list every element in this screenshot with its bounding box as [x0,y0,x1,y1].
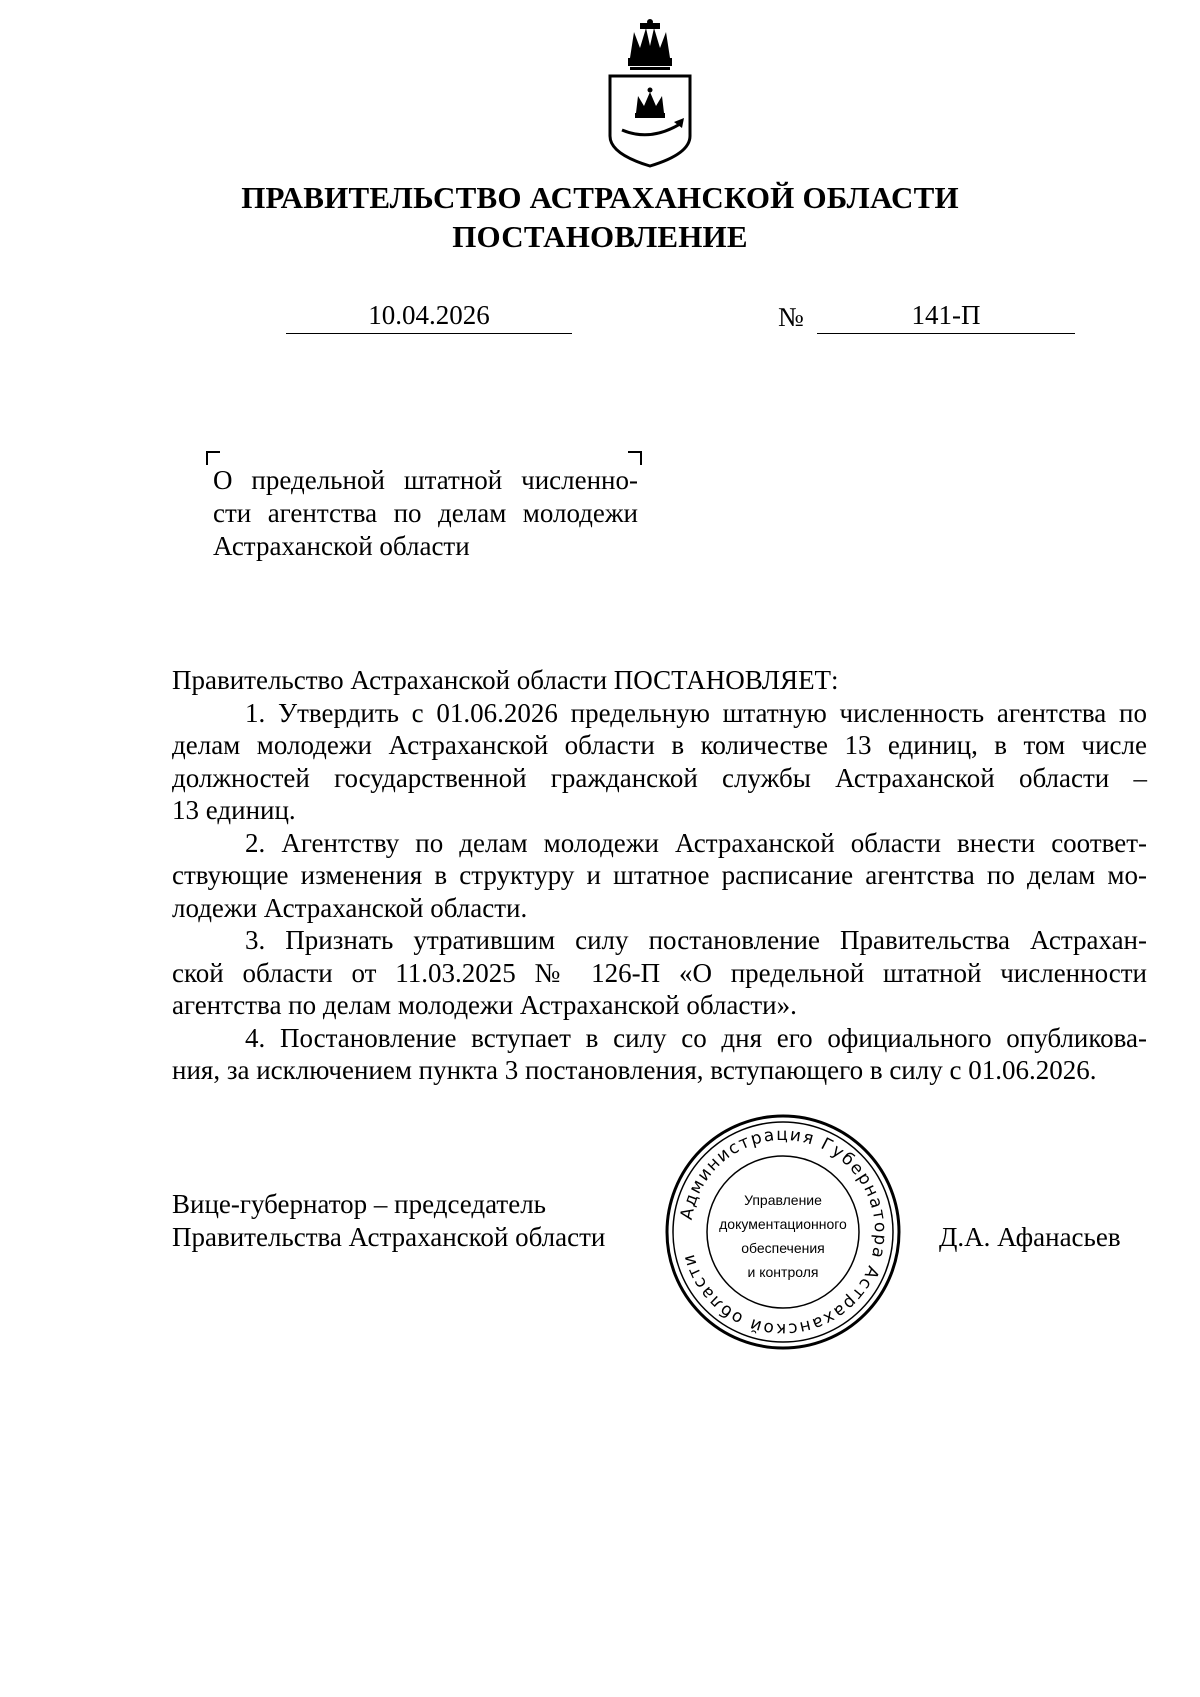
body-line: 1. Утвердить с 01.06.2026 предельную штатную численность агентства по [245,697,1147,728]
body-line: агентства по делам молодежи Астраханской области». [172,990,797,1020]
body-line: делам молодежи Астраханской области в количестве 13 единиц, в том числе [172,730,1147,760]
seal-center-line: Управление [744,1192,822,1208]
body-line: 4. Постановление вступает в силу со дня его официального опубликова- [245,1022,1147,1053]
body-line: ствующие изменения в структуру и штатное расписание агентства по делам мо- [172,860,1147,890]
body-line: 3. Признать утратившим силу постановление Правительства Астрахан- [245,925,1147,955]
document-date: 10.04.2026 [286,300,572,334]
preamble: Правительство Астраханской области ПОСТАНОВЛЯЕТ: [172,665,839,695]
signer-position [172,1188,605,1254]
seal-center-line: обеспечения [741,1240,825,1256]
body-line: 13 единиц. [172,795,296,825]
body-line: 2. Агентству по делам молодежи Астраханской области внести соответ- [245,827,1147,858]
seal-center-line: документационного [719,1216,847,1232]
subject-line: Астраханской области [213,531,470,561]
coat-of-arms-emblem [600,18,700,168]
document-body [172,664,1147,1087]
subject-corner-left [206,451,220,465]
subject-line: О предельной штатной численно- [213,465,638,495]
subject-corner-right [628,451,642,465]
subject-line: сти агентства по делам молодежи [213,498,638,528]
organization-title: ПРАВИТЕЛЬСТВО АСТРАХАНСКОЙ ОБЛАСТИ [241,180,959,215]
document-number: 141-П [817,300,1075,334]
svg-text:Администрация Губернатора Астр [677,1125,890,1339]
seal-ring-text: Администрация Губернатора Астраханской области [676,1124,891,1340]
body-line: ния, за исключением пункта 3 постановления, вступающего в силу с 01.06.2026. [172,1055,1097,1085]
number-sign: № [778,302,804,332]
official-seal [663,1112,903,1352]
body-line: ской области от 11.03.2025 № 126-П «О предельной штатной численности [172,957,1147,988]
signer-position-line: Вице-губернатор – председатель [172,1189,546,1219]
document-type-title: ПОСТАНОВЛЕНИЕ [452,219,748,254]
seal-center-line: и контроля [747,1264,819,1280]
body-line: лодежи Астраханской области. [172,892,528,923]
signer-name: Д.А. Афанасьев [939,1222,1121,1252]
body-line: должностей государственной гражданской службы Астраханской области – [172,762,1147,793]
signer-position-line: Правительства Астраханской области [172,1222,606,1252]
document-subject [213,464,638,563]
